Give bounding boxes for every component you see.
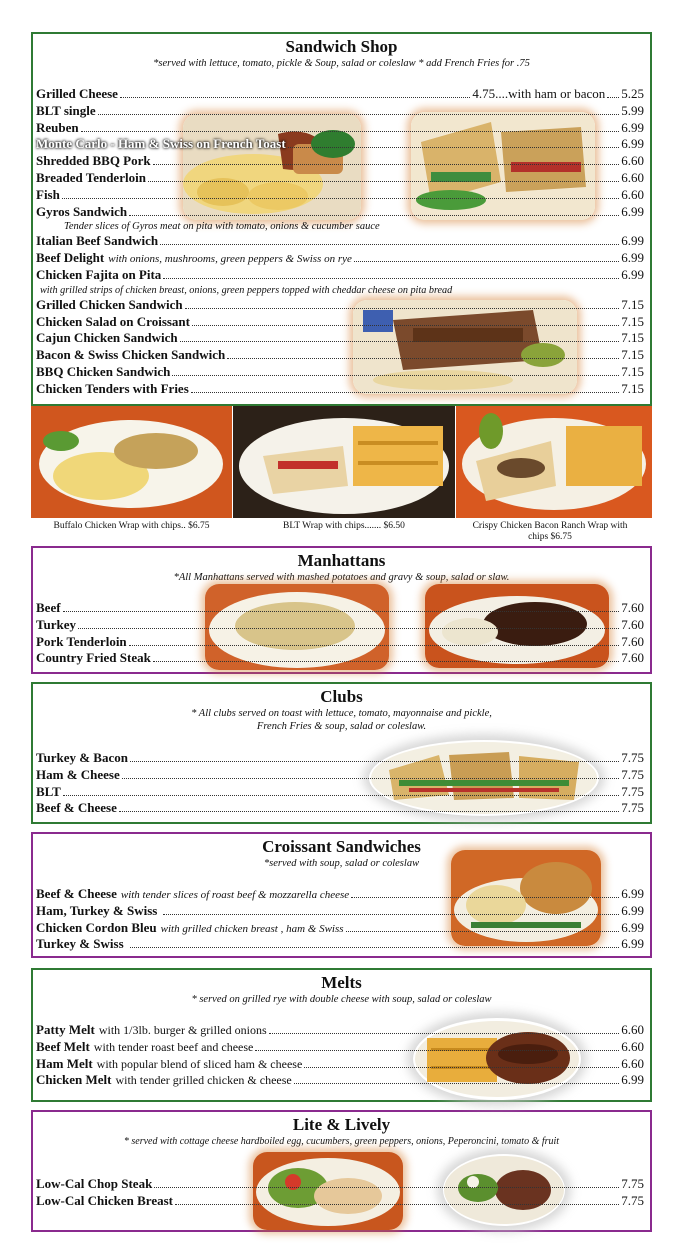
item-name: Pork Tenderloin — [36, 633, 127, 649]
item-price: 6.99 — [621, 233, 644, 249]
item-price: 7.15 — [621, 347, 644, 363]
menu-item — [36, 600, 644, 617]
item-name: Chicken Salad on Croissant — [36, 313, 190, 329]
leader-dots — [185, 308, 620, 309]
leader-dots — [192, 325, 619, 326]
item-name: Ham & Cheese — [36, 766, 120, 782]
item-extra-price: 5.25 — [621, 86, 644, 101]
sandwich-shop-section — [31, 32, 652, 406]
menu-item — [36, 617, 644, 634]
item-price: 7.75 — [621, 800, 644, 816]
leader-dots — [81, 131, 620, 132]
item-desc: with popular blend of sliced ham & cheese — [96, 1056, 303, 1071]
leader-dots — [163, 278, 619, 279]
gyros-note: Tender slices of Gyros meat on pita with tomato, onions & cucumber sauce — [64, 221, 380, 233]
leader-dots — [172, 375, 619, 376]
item-desc: with onions, mushrooms, green peppers & Swiss on rye — [108, 253, 352, 266]
item-price: 6.60 — [621, 1022, 644, 1037]
item-name: Beef — [36, 600, 61, 615]
leader-dots — [130, 761, 619, 762]
menu-item — [36, 886, 644, 903]
menu-item — [36, 267, 644, 284]
item-desc: with tender roast beef and cheese — [93, 1039, 254, 1054]
item-name: Low-Cal Chop Steak — [36, 1176, 153, 1191]
item-name: Country Fried Steak — [36, 650, 151, 666]
item-name: Fish — [36, 186, 60, 202]
item-price: 6.99 — [621, 266, 644, 282]
menu-item — [36, 297, 644, 314]
leader-dots — [129, 645, 620, 646]
item-desc: with tender slices of roast beef & mozzarella cheese — [120, 889, 350, 901]
clubs-section — [31, 682, 652, 824]
item-price: 6.60 — [621, 153, 644, 169]
leader-dots — [78, 628, 619, 629]
menu-item — [36, 750, 644, 767]
leader-dots — [130, 947, 620, 948]
leader-dots — [120, 97, 470, 98]
leader-dots — [163, 914, 619, 915]
leader-dots — [255, 1050, 619, 1051]
menu-item — [36, 153, 644, 170]
manhattans-section — [31, 546, 652, 674]
menu-item — [36, 1056, 644, 1073]
item-price: 7.15 — [621, 296, 644, 312]
leader-dots — [269, 1033, 620, 1034]
item-price: 7.60 — [621, 600, 644, 615]
lite-title: Lite & Lively — [292, 1115, 391, 1134]
item-name: Chicken Melt — [36, 1072, 112, 1088]
item-name: BBQ Chicken Sandwich — [36, 363, 171, 379]
leader-dots — [153, 164, 620, 165]
item-price: 6.99 — [621, 250, 644, 266]
buffalo-wrap-caption: Buffalo Chicken Wrap with chips.. $6.75 — [53, 521, 210, 531]
item-price: 7.60 — [621, 650, 644, 666]
item-price: 6.99 — [621, 902, 644, 918]
leader-dots — [63, 611, 620, 612]
leader-dots — [160, 244, 619, 245]
leader-dots — [62, 198, 619, 199]
croissant-section — [31, 832, 652, 958]
menu-item — [36, 920, 644, 937]
leader-dots — [129, 215, 619, 216]
leader-dots — [154, 1187, 619, 1188]
menu-item — [36, 187, 644, 204]
item-price: 6.99 — [621, 119, 644, 135]
leader-dots — [63, 795, 619, 796]
menu-item — [36, 330, 644, 347]
leader-dots — [122, 778, 619, 779]
item-price: 7.75 — [621, 750, 644, 765]
item-name: BLT — [36, 783, 61, 799]
buffalo-wrap-photo — [31, 406, 232, 518]
menu-item — [36, 233, 644, 250]
menu-item — [36, 103, 644, 120]
item-price: 6.60 — [621, 1038, 644, 1054]
item-price: 6.60 — [621, 169, 644, 185]
item-price: 7.75 — [621, 766, 644, 782]
menu-item — [36, 314, 644, 331]
item-name: Grilled Cheese — [36, 86, 118, 101]
leader-dots — [227, 358, 619, 359]
menu-item — [36, 136, 644, 153]
item-price: 6.99 — [621, 1072, 644, 1088]
item-price: 7.15 — [621, 363, 644, 379]
item-name: BLT single — [36, 102, 96, 118]
item-price: 7.15 — [621, 380, 644, 396]
leader-dots — [294, 1083, 620, 1084]
menu-item — [36, 634, 644, 651]
menu-item — [36, 250, 644, 267]
item-price: 7.15 — [621, 313, 644, 329]
item-name: Patty Melt — [36, 1022, 95, 1037]
wrap-photo-strip — [31, 406, 652, 518]
menu-item — [36, 903, 644, 920]
menu-item — [36, 1039, 644, 1056]
melts-note: * served on grilled rye with double cheese with soup, salad or coleslaw — [191, 994, 492, 1005]
menu-item — [36, 364, 644, 381]
item-name: Chicken Cordon Bleu — [36, 919, 157, 935]
menu-item — [36, 650, 644, 667]
sandwich-shop-title: Sandwich Shop — [285, 37, 398, 56]
item-price: 6.99 — [621, 886, 644, 901]
menu-item — [36, 800, 644, 817]
lite-section — [31, 1110, 652, 1232]
item-name: Grilled Chicken Sandwich — [36, 296, 183, 312]
sandwich-shop-note: *served with lettuce, tomato, pickle & Soup, salad or coleslaw * add French Fries for .75 — [153, 58, 530, 69]
crispy-wrap-photo — [456, 406, 652, 518]
leader-dots — [175, 1204, 619, 1205]
item-name: Beef & Cheese — [36, 800, 117, 816]
item-price: 6.60 — [621, 186, 644, 202]
leader-dots — [191, 392, 619, 393]
menu-item — [36, 1176, 644, 1193]
manhattans-title: Manhattans — [297, 551, 386, 570]
item-desc: with 1/3lb. burger & grilled onions — [98, 1023, 267, 1037]
item-name: Ham Melt — [36, 1055, 93, 1071]
item-desc: with tender grilled chicken & cheese — [115, 1073, 292, 1088]
item-price: 6.99 — [621, 936, 644, 952]
item-price: 6.60 — [621, 1055, 644, 1071]
item-name: Chicken Fajita on Pita — [36, 266, 162, 282]
item-price: 7.15 — [621, 330, 644, 346]
item-name: Turkey & Swiss — [36, 936, 124, 952]
menu-item-grilled-cheese — [36, 86, 644, 103]
menu-item — [36, 120, 644, 137]
item-price: 7.75 — [621, 783, 644, 799]
item-name: Bacon & Swiss Chicken Sandwich — [36, 347, 226, 363]
item-price: 6.99 — [621, 136, 644, 152]
item-name: Chicken Tenders with Fries — [36, 380, 189, 396]
leader-dots — [304, 1067, 619, 1068]
item-name: Reuben — [36, 119, 79, 135]
item-name: Shredded BBQ Pork — [36, 153, 151, 169]
manhattans-note: *All Manhattans served with mashed potatoes and gravy & soup, salad or slaw. — [173, 572, 510, 583]
leader-dots — [153, 661, 619, 662]
leader-dots — [351, 897, 619, 898]
item-name: Beef Delight — [36, 250, 105, 266]
item-price: 5.99 — [621, 102, 644, 118]
menu-item — [36, 204, 644, 221]
item-name: Beef Melt — [36, 1038, 90, 1054]
item-price: 7.75 — [621, 1192, 644, 1208]
menu-item — [36, 381, 644, 398]
item-price: 7.60 — [621, 633, 644, 649]
melts-section — [31, 968, 652, 1102]
item-name: Turkey — [36, 616, 76, 632]
item-price: 7.60 — [621, 616, 644, 632]
menu-item — [36, 936, 644, 953]
menu-item — [36, 1022, 644, 1039]
item-name: Breaded Tenderloin — [36, 169, 146, 185]
leader-dots — [119, 811, 619, 812]
lite-note: * served with cottage cheese hardboiled egg, cucumbers, green peppers, onions, Peperoncini, tomato & fruit — [123, 1136, 560, 1147]
item-extra: ....with ham or bacon — [495, 86, 606, 101]
item-name: Cajun Chicken Sandwich — [36, 330, 178, 346]
leader-dots — [354, 261, 619, 262]
fajita-note: with grilled strips of chicken breast, onions, green peppers topped with cheddar cheese on pita bread — [40, 284, 453, 296]
blt-wrap-photo — [233, 406, 455, 518]
menu-item — [36, 767, 644, 784]
crispy-wrap-caption: Crispy Chicken Bacon Ranch Wrap with chips $6.75 — [472, 521, 628, 542]
croissant-note: *served with soup, salad or coleslaw — [263, 858, 420, 869]
item-name: Italian Beef Sandwich — [36, 233, 159, 249]
croissant-title: Croissant Sandwiches — [262, 837, 421, 856]
item-name: Turkey & Bacon — [36, 750, 128, 765]
item-name: Monte Carlo - Ham & Swiss on French Toast — [36, 136, 286, 152]
item-price: 6.99 — [621, 919, 644, 935]
clubs-note-1: * All clubs served on toast with lettuce, tomato, mayonnaise and pickle, — [191, 708, 492, 719]
item-desc: with grilled chicken breast , ham & Swiss — [160, 922, 344, 935]
item-name: Ham, Turkey & Swiss — [36, 902, 158, 918]
item-name: Gyros Sandwich — [36, 203, 128, 219]
leader-dots — [148, 181, 619, 182]
menu-item — [36, 170, 644, 187]
blt-wrap-caption: BLT Wrap with chips....... $6.50 — [283, 521, 405, 531]
item-price: 6.99 — [621, 203, 644, 219]
item-name: Beef & Cheese — [36, 886, 117, 901]
clubs-title: Clubs — [320, 687, 363, 706]
menu-item — [36, 1072, 644, 1089]
menu-item — [36, 1193, 644, 1210]
leader-dots — [288, 147, 620, 148]
menu-item — [36, 347, 644, 364]
item-name: Low-Cal Chicken Breast — [36, 1192, 173, 1208]
clubs-note-2: French Fries & soup, salad or coleslaw. — [256, 721, 427, 732]
item-price: 7.75 — [621, 1176, 644, 1191]
leader-dots — [607, 97, 619, 98]
leader-dots — [98, 114, 620, 115]
leader-dots — [180, 341, 620, 342]
leader-dots — [346, 931, 620, 932]
item-price: 4.75 — [472, 86, 496, 101]
menu-item — [36, 784, 644, 801]
melts-title: Melts — [321, 973, 362, 992]
